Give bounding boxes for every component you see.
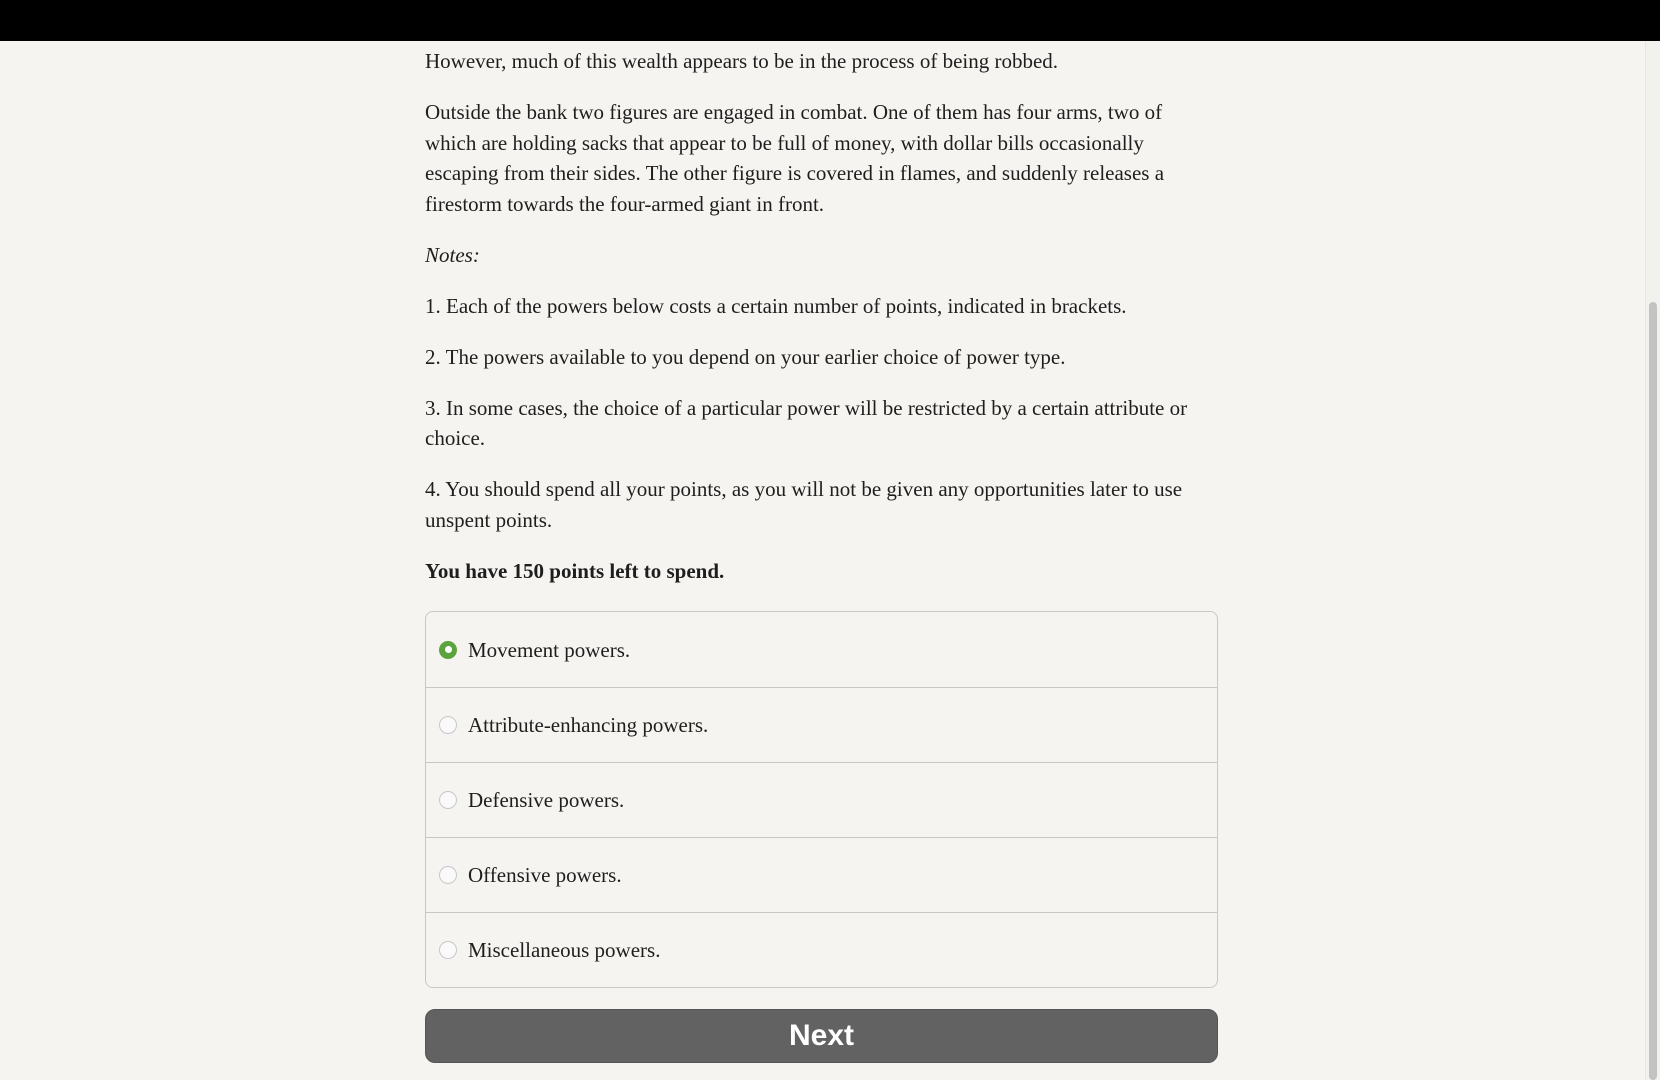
choice-label: Attribute-enhancing powers. [468,713,709,737]
choice-label: Miscellaneous powers. [468,938,661,962]
choice-movement-powers[interactable] [426,612,1217,687]
radio-unselected-icon[interactable] [439,716,457,734]
choice-defensive-powers[interactable] [426,762,1217,837]
story-paragraph: However, much of this wealth appears to be in the process of being robbed. [425,49,1059,73]
points-remaining: You have 150 points left to spend. [425,558,725,583]
choice-label: Defensive powers. [468,788,625,812]
choice-list [425,611,1218,988]
top-bar [0,0,1660,41]
choice-offensive-powers[interactable] [426,837,1217,912]
radio-selected-icon[interactable] [439,641,457,659]
radio-unselected-icon[interactable] [439,866,457,884]
next-button[interactable]: Next [425,1009,1218,1063]
notes-label: Notes: [425,242,480,267]
choice-miscellaneous-powers[interactable] [426,912,1217,987]
note-item: 4. You should spend all your points, as you will not be given any opportunities later to use unspent points. [425,477,1183,532]
story-content [425,41,1218,1063]
note-item: 3. In some cases, the choice of a particular power will be restricted by a certain attribute or choice. [425,395,1188,450]
scrollbar[interactable] [1645,41,1660,1080]
choice-attribute-enhancing-powers[interactable] [426,687,1217,762]
story-paragraph: Outside the bank two figures are engaged in combat. One of them has four arms, two of which are holding sacks that appear to be full of money, with dollar bills occasionally escaping from their sides. The other figure is covered in flames, and suddenly releases a firestorm towards the four-armed giant in front. [425,100,1165,216]
note-item: 2. The powers available to you depend on your earlier choice of power type. [425,344,1066,369]
choice-label: Movement powers. [468,637,631,662]
note-item: 1. Each of the powers below costs a certain number of points, indicated in brackets. [425,293,1127,318]
radio-unselected-icon[interactable] [439,941,457,959]
radio-unselected-icon[interactable] [439,791,457,809]
choice-label: Offensive powers. [468,863,622,887]
scrollbar-thumb[interactable] [1649,302,1657,1080]
